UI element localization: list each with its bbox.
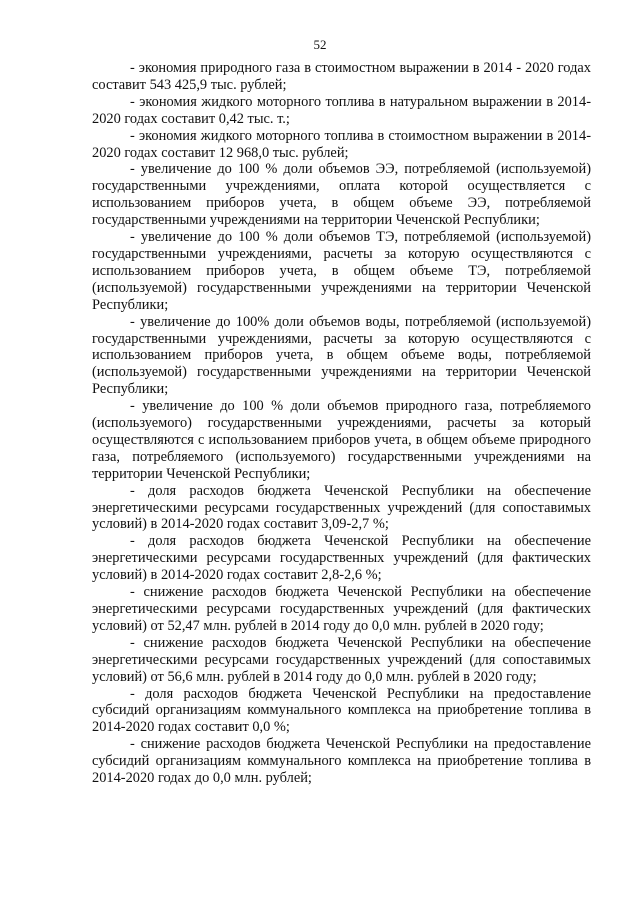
paragraph-subsidy-reduction: - снижение расходов бюджета Чеченской Республики на предоставление субсидий организациям коммунального комплекса на приобретение топлива в 2014-2020 годах до 0,0 млн. рублей; (92, 736, 591, 787)
paragraph-gas-metering: - увеличение до 100 % доли объемов природного газа, потребляемого (используемого) государственными учреждениями, расчеты за который осуществляются с использованием приборов учета, в общем объеме природного газа, потребляемого (используемого) государственными учреждениями на территории Чеченской Республики; (92, 398, 591, 482)
paragraph-fuel-savings-volume: - экономия жидкого моторного топлива в натуральном выражении в 2014-2020 годах составит 0,42 тыс. т.; (92, 93, 591, 127)
page-number: 52 (313, 37, 327, 52)
paragraph-electricity-metering: - увеличение до 100 % доли объемов ЭЭ, потребляемой (используемой) государственными учреждениями, оплата которой осуществляется с использованием приборов учета, в общем объеме ЭЭ, потребляемой государственными учреждениями на территории Чеченской Республики; (92, 161, 591, 229)
paragraph-budget-reduction-comparable: - снижение расходов бюджета Чеченской Республики на обеспечение энергетическими ресурсами государственных учреждений (для сопоставимых условий) от 56,6 млн. рублей в 2014 году до 0,0 млн. рублей в 2020 году; (92, 634, 591, 685)
paragraph-subsidy-share: - доля расходов бюджета Чеченской Республики на предоставление субсидий организациям коммунального комплекса на приобретение топлива в 2014-2020 годах составит 0,0 %; (92, 685, 591, 736)
document-body (92, 60, 591, 787)
paragraph-water-metering: - увеличение до 100% доли объемов воды, потребляемой (используемой) государственными учреждениями, расчеты за которую осуществляются с использованием приборов учета, в общем объеме воды, потребляемой (используемой) государственными учреждениями на территории Чеченской Республики; (92, 313, 591, 398)
paragraph-heat-metering: - увеличение до 100 % доли объемов ТЭ, потребляемой (используемой) государственными учреждениями, расчеты за которую осуществляются с использованием приборов учета, в общем объеме ТЭ, потребляемой (используемой) государственными учреждениями на территории Чеченской Республики; (92, 229, 591, 313)
paragraph-budget-reduction-actual: - снижение расходов бюджета Чеченской Республики на обеспечение энергетическими ресурсами государственных учреждений (для фактических условий) от 52,47 млн. рублей в 2014 году до 0,0 млн. рублей в 2020 году; (92, 584, 591, 634)
paragraph-fuel-savings-cost: - экономия жидкого моторного топлива в стоимостном выражении в 2014-2020 годах составит 12 968,0 тыс. рублей; (92, 127, 591, 161)
paragraph-budget-share-comparable: - доля расходов бюджета Чеченской Республики на обеспечение энергетическими ресурсами государственных учреждений (для сопоставимых условий) в 2014-2020 годах составит 3,09-2,7 %; (92, 482, 591, 533)
paragraph-gas-savings-cost: - экономия природного газа в стоимостном выражении в 2014 - 2020 годах составит 543 425,9 тыс. рублей; (92, 60, 591, 93)
paragraph-budget-share-actual: - доля расходов бюджета Чеченской Республики на обеспечение энергетическими ресурсами государственных учреждений (для фактических условий) в 2014-2020 годах составит 2,8-2,6 %; (92, 533, 591, 584)
